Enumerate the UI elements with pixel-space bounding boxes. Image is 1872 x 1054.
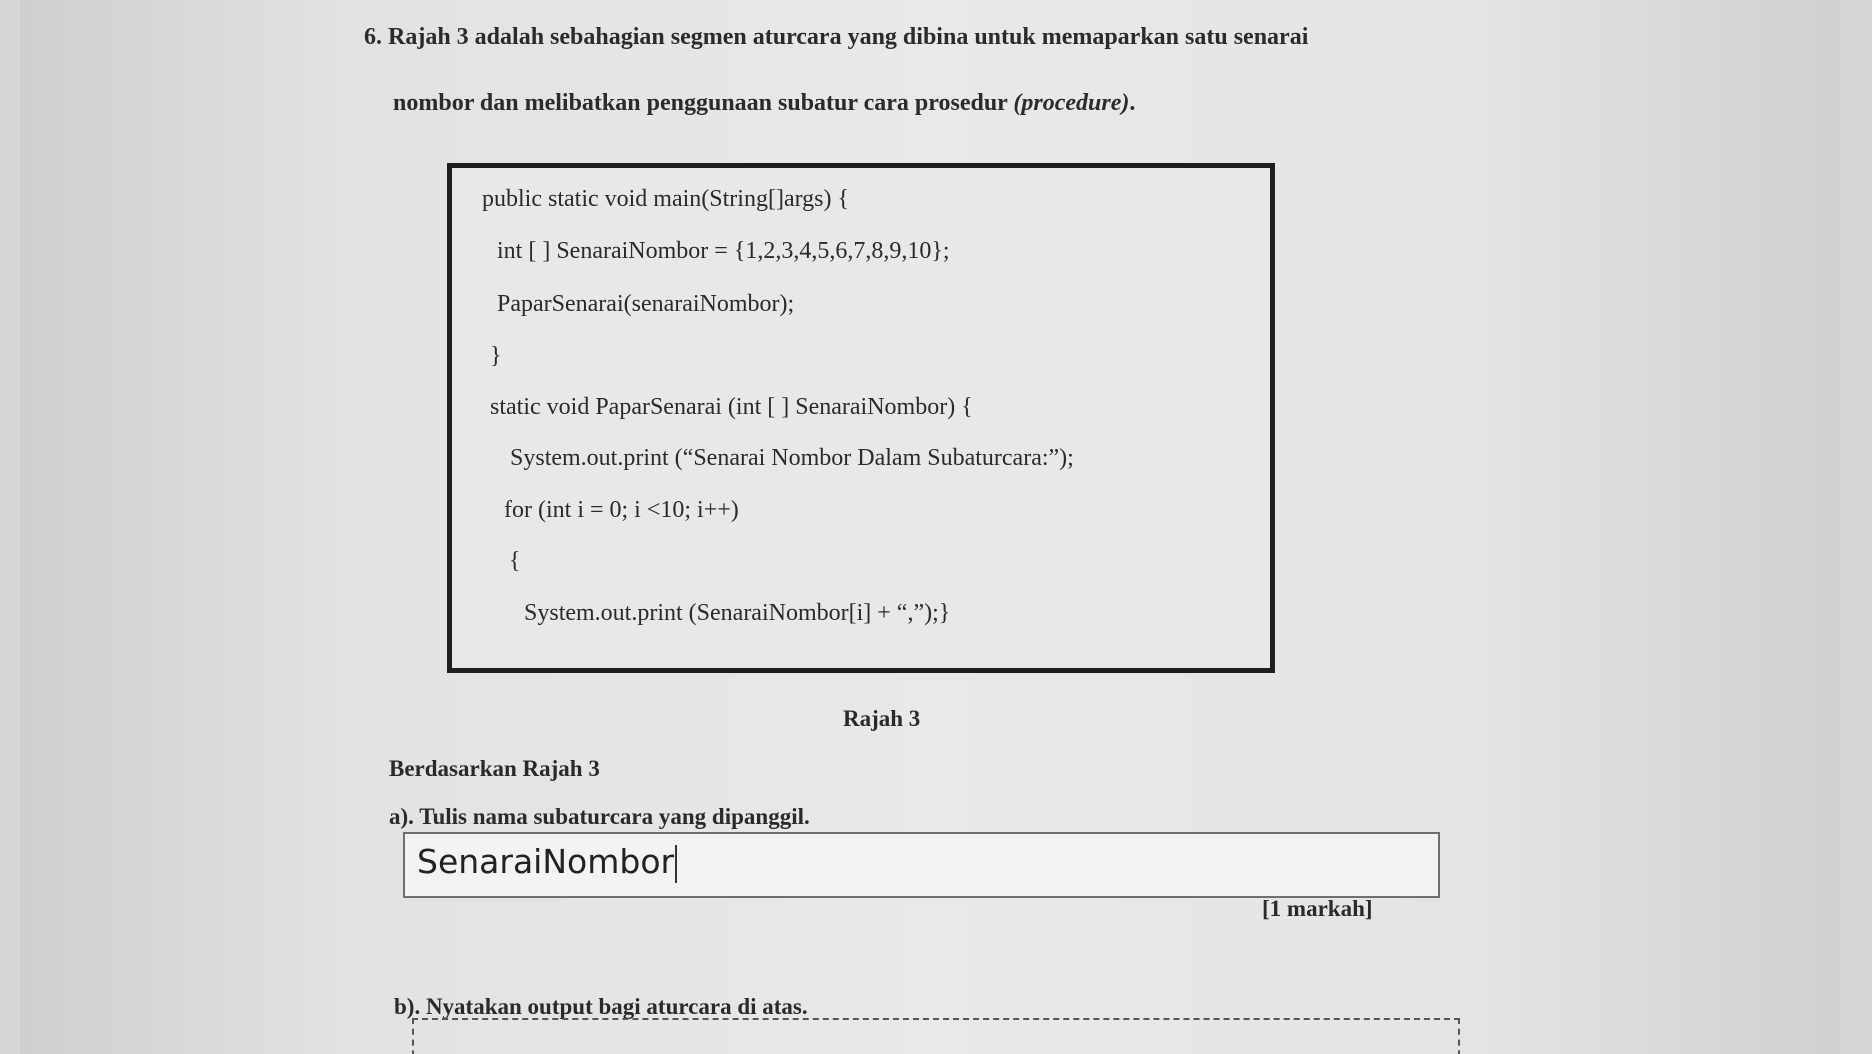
- question-line-2-italic: (procedure): [1013, 90, 1130, 116]
- code-line-1: public static void main(String[]args) {: [482, 186, 850, 212]
- code-line-3: PaparSenarai(senaraiNombor);: [497, 291, 795, 317]
- marks-label: [1 markah]: [1262, 896, 1373, 921]
- question-line-2: [393, 90, 1135, 117]
- code-line-9: System.out.print (SenaraiNombor[i] + “,”);}: [524, 600, 951, 626]
- code-line-5: static void PaparSenarai (int [ ] SenaraiNombor) {: [490, 394, 973, 420]
- code-line-8: {: [509, 548, 521, 574]
- text-caret: [675, 845, 677, 883]
- question-line-2-suffix: .: [1129, 90, 1136, 116]
- code-line-6: System.out.print (“Senarai Nombor Dalam Subaturcara:”);: [510, 445, 1074, 471]
- code-line-2: int [ ] SenaraiNombor = {1,2,3,4,5,6,7,8,9,10};: [497, 238, 950, 264]
- question-line-1: 6. Rajah 3 adalah sebahagian segmen aturcara yang dibina untuk memaparkan satu senarai: [364, 24, 1309, 50]
- part-b-answer-box[interactable]: [412, 1018, 1460, 1054]
- part-a-question: a). Tulis nama subaturcara yang dipanggil.: [389, 804, 810, 829]
- part-b-question: b). Nyatakan output bagi aturcara di atas.: [394, 994, 808, 1019]
- section-intro: Berdasarkan Rajah 3: [389, 756, 600, 781]
- code-line-7: for (int i = 0; i <10; i++): [504, 497, 739, 523]
- question-line-2-text: nombor dan melibatkan penggunaan subatur cara prosedur: [393, 90, 1014, 116]
- part-a-answer-field[interactable]: [417, 842, 677, 883]
- part-a-answer-box[interactable]: [403, 832, 1440, 898]
- figure-caption: Rajah 3: [843, 706, 921, 731]
- part-a-answer-text: SenaraiNombor: [417, 842, 675, 881]
- code-line-4: }: [490, 343, 502, 369]
- code-figure-box: [447, 163, 1275, 673]
